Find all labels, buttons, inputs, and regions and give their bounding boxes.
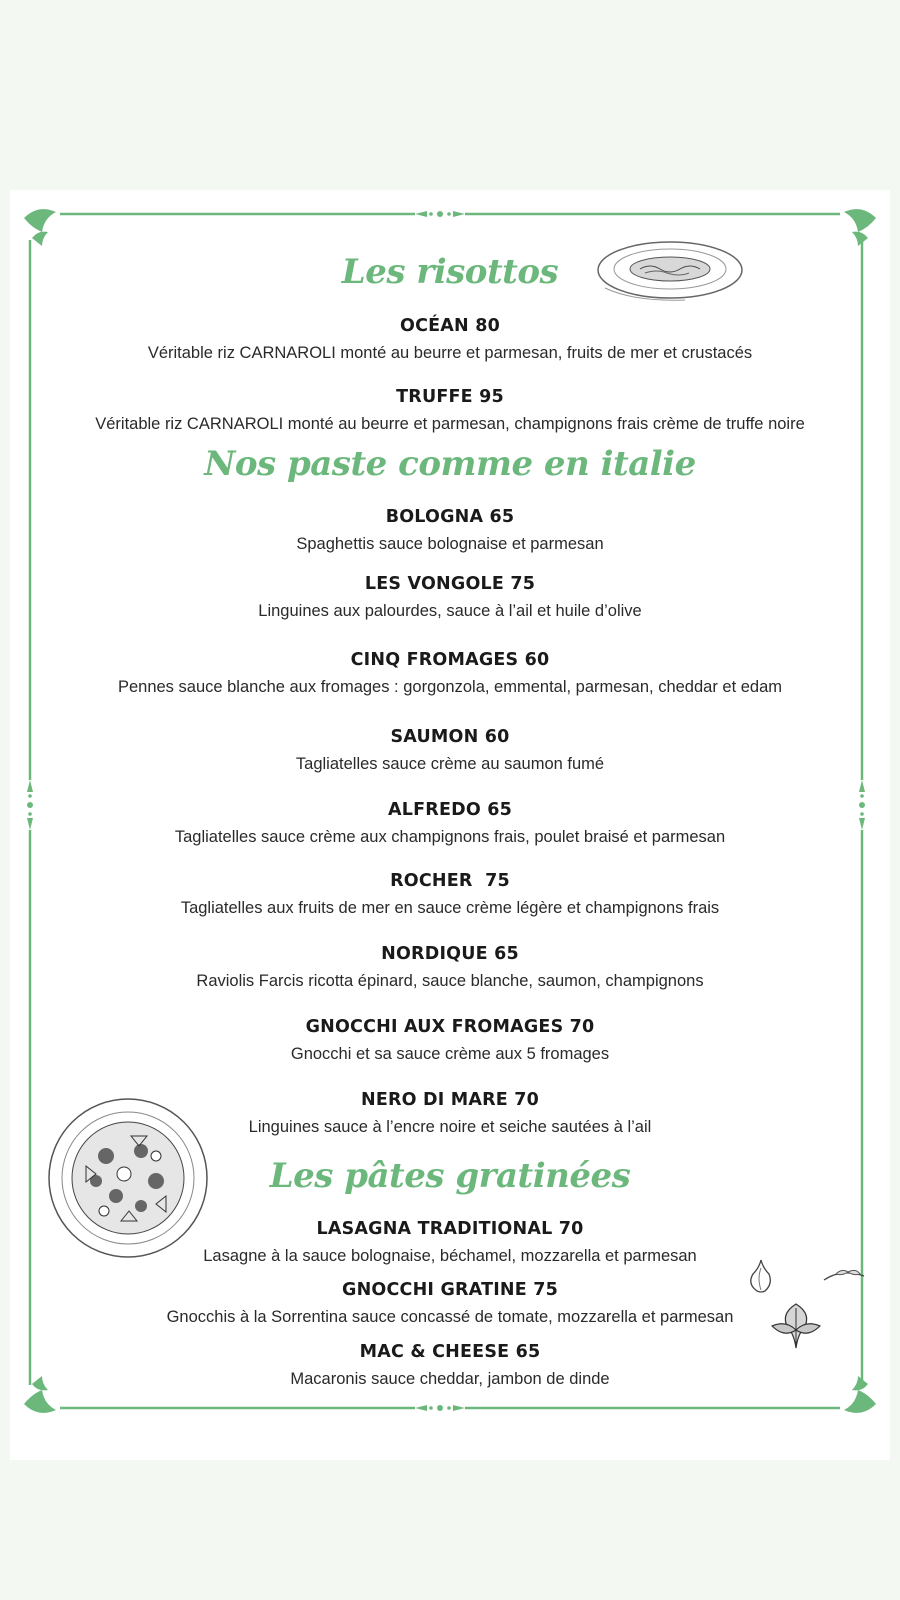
menu-item <box>10 316 890 363</box>
item-name: OCÉAN 80 <box>400 316 500 336</box>
item-name: GNOCCHI GRATINE 75 <box>342 1280 558 1300</box>
item-description: Tagliatelles sauce crème aux champignons frais, poulet braisé et parmesan <box>174 828 726 846</box>
menu-item <box>10 1219 890 1266</box>
item-name: MAC & CHEESE 65 <box>359 1342 541 1362</box>
section-title-gratinees: Les pâtes gratinées <box>269 1156 631 1196</box>
item-description: Tagliatelles aux fruits de mer en sauce crème légère et champignons frais <box>180 899 720 917</box>
section-title-paste: Nos paste comme en italie <box>204 444 696 484</box>
item-description: Spaghettis sauce bolognaise et parmesan <box>296 535 604 553</box>
item-name: CINQ FROMAGES 60 <box>350 650 550 670</box>
menu-item <box>10 1280 890 1327</box>
menu-item <box>10 727 890 774</box>
section-title-risottos: Les risottos <box>341 252 559 292</box>
item-name: LASAGNA TRADITIONAL 70 <box>316 1219 584 1239</box>
item-description: Macaronis sauce cheddar, jambon de dinde <box>290 1370 610 1388</box>
menu-item <box>10 800 890 847</box>
item-name: ROCHER 75 <box>390 871 510 891</box>
menu-item <box>10 944 890 991</box>
item-description: Lasagne à la sauce bolognaise, béchamel, mozzarella et parmesan <box>203 1247 697 1265</box>
item-description: Tagliatelles sauce crème au saumon fumé <box>295 755 605 773</box>
item-name: LES VONGOLE 75 <box>364 574 536 594</box>
menu-card <box>10 190 890 1460</box>
menu-item <box>10 1342 890 1389</box>
menu-item <box>10 1017 890 1064</box>
item-name: NORDIQUE 65 <box>381 944 519 964</box>
item-description: Gnocchis à la Sorrentina sauce concassé de tomate, mozzarella et parmesan <box>166 1308 734 1326</box>
menu-item <box>10 871 890 918</box>
menu-item <box>10 574 890 621</box>
item-description: Véritable riz CARNAROLI monté au beurre et parmesan, fruits de mer et crustacés <box>147 344 753 362</box>
item-description: Véritable riz CARNAROLI monté au beurre et parmesan, champignons frais crème de truffe noire <box>95 415 805 433</box>
menu-item <box>10 1090 890 1137</box>
item-description: Raviolis Farcis ricotta épinard, sauce blanche, saumon, champignons <box>196 972 704 990</box>
item-description: Linguines aux palourdes, sauce à l’ail et huile d’olive <box>258 602 642 620</box>
item-description: Linguines sauce à l’encre noire et seiche sautées à l’ail <box>248 1118 652 1136</box>
item-name: TRUFFE 95 <box>396 387 504 407</box>
item-description: Pennes sauce blanche aux fromages : gorgonzola, emmental, parmesan, cheddar et edam <box>117 678 783 696</box>
item-name: SAUMON 60 <box>390 727 510 747</box>
item-name: GNOCCHI AUX FROMAGES 70 <box>305 1017 595 1037</box>
item-description: Gnocchi et sa sauce crème aux 5 fromages <box>290 1045 610 1063</box>
menu-item <box>10 387 890 434</box>
item-name: NERO DI MARE 70 <box>360 1090 539 1110</box>
item-name: ALFREDO 65 <box>388 800 512 820</box>
item-name: BOLOGNA 65 <box>385 507 515 527</box>
menu-item <box>10 507 890 554</box>
menu-item <box>10 650 890 697</box>
